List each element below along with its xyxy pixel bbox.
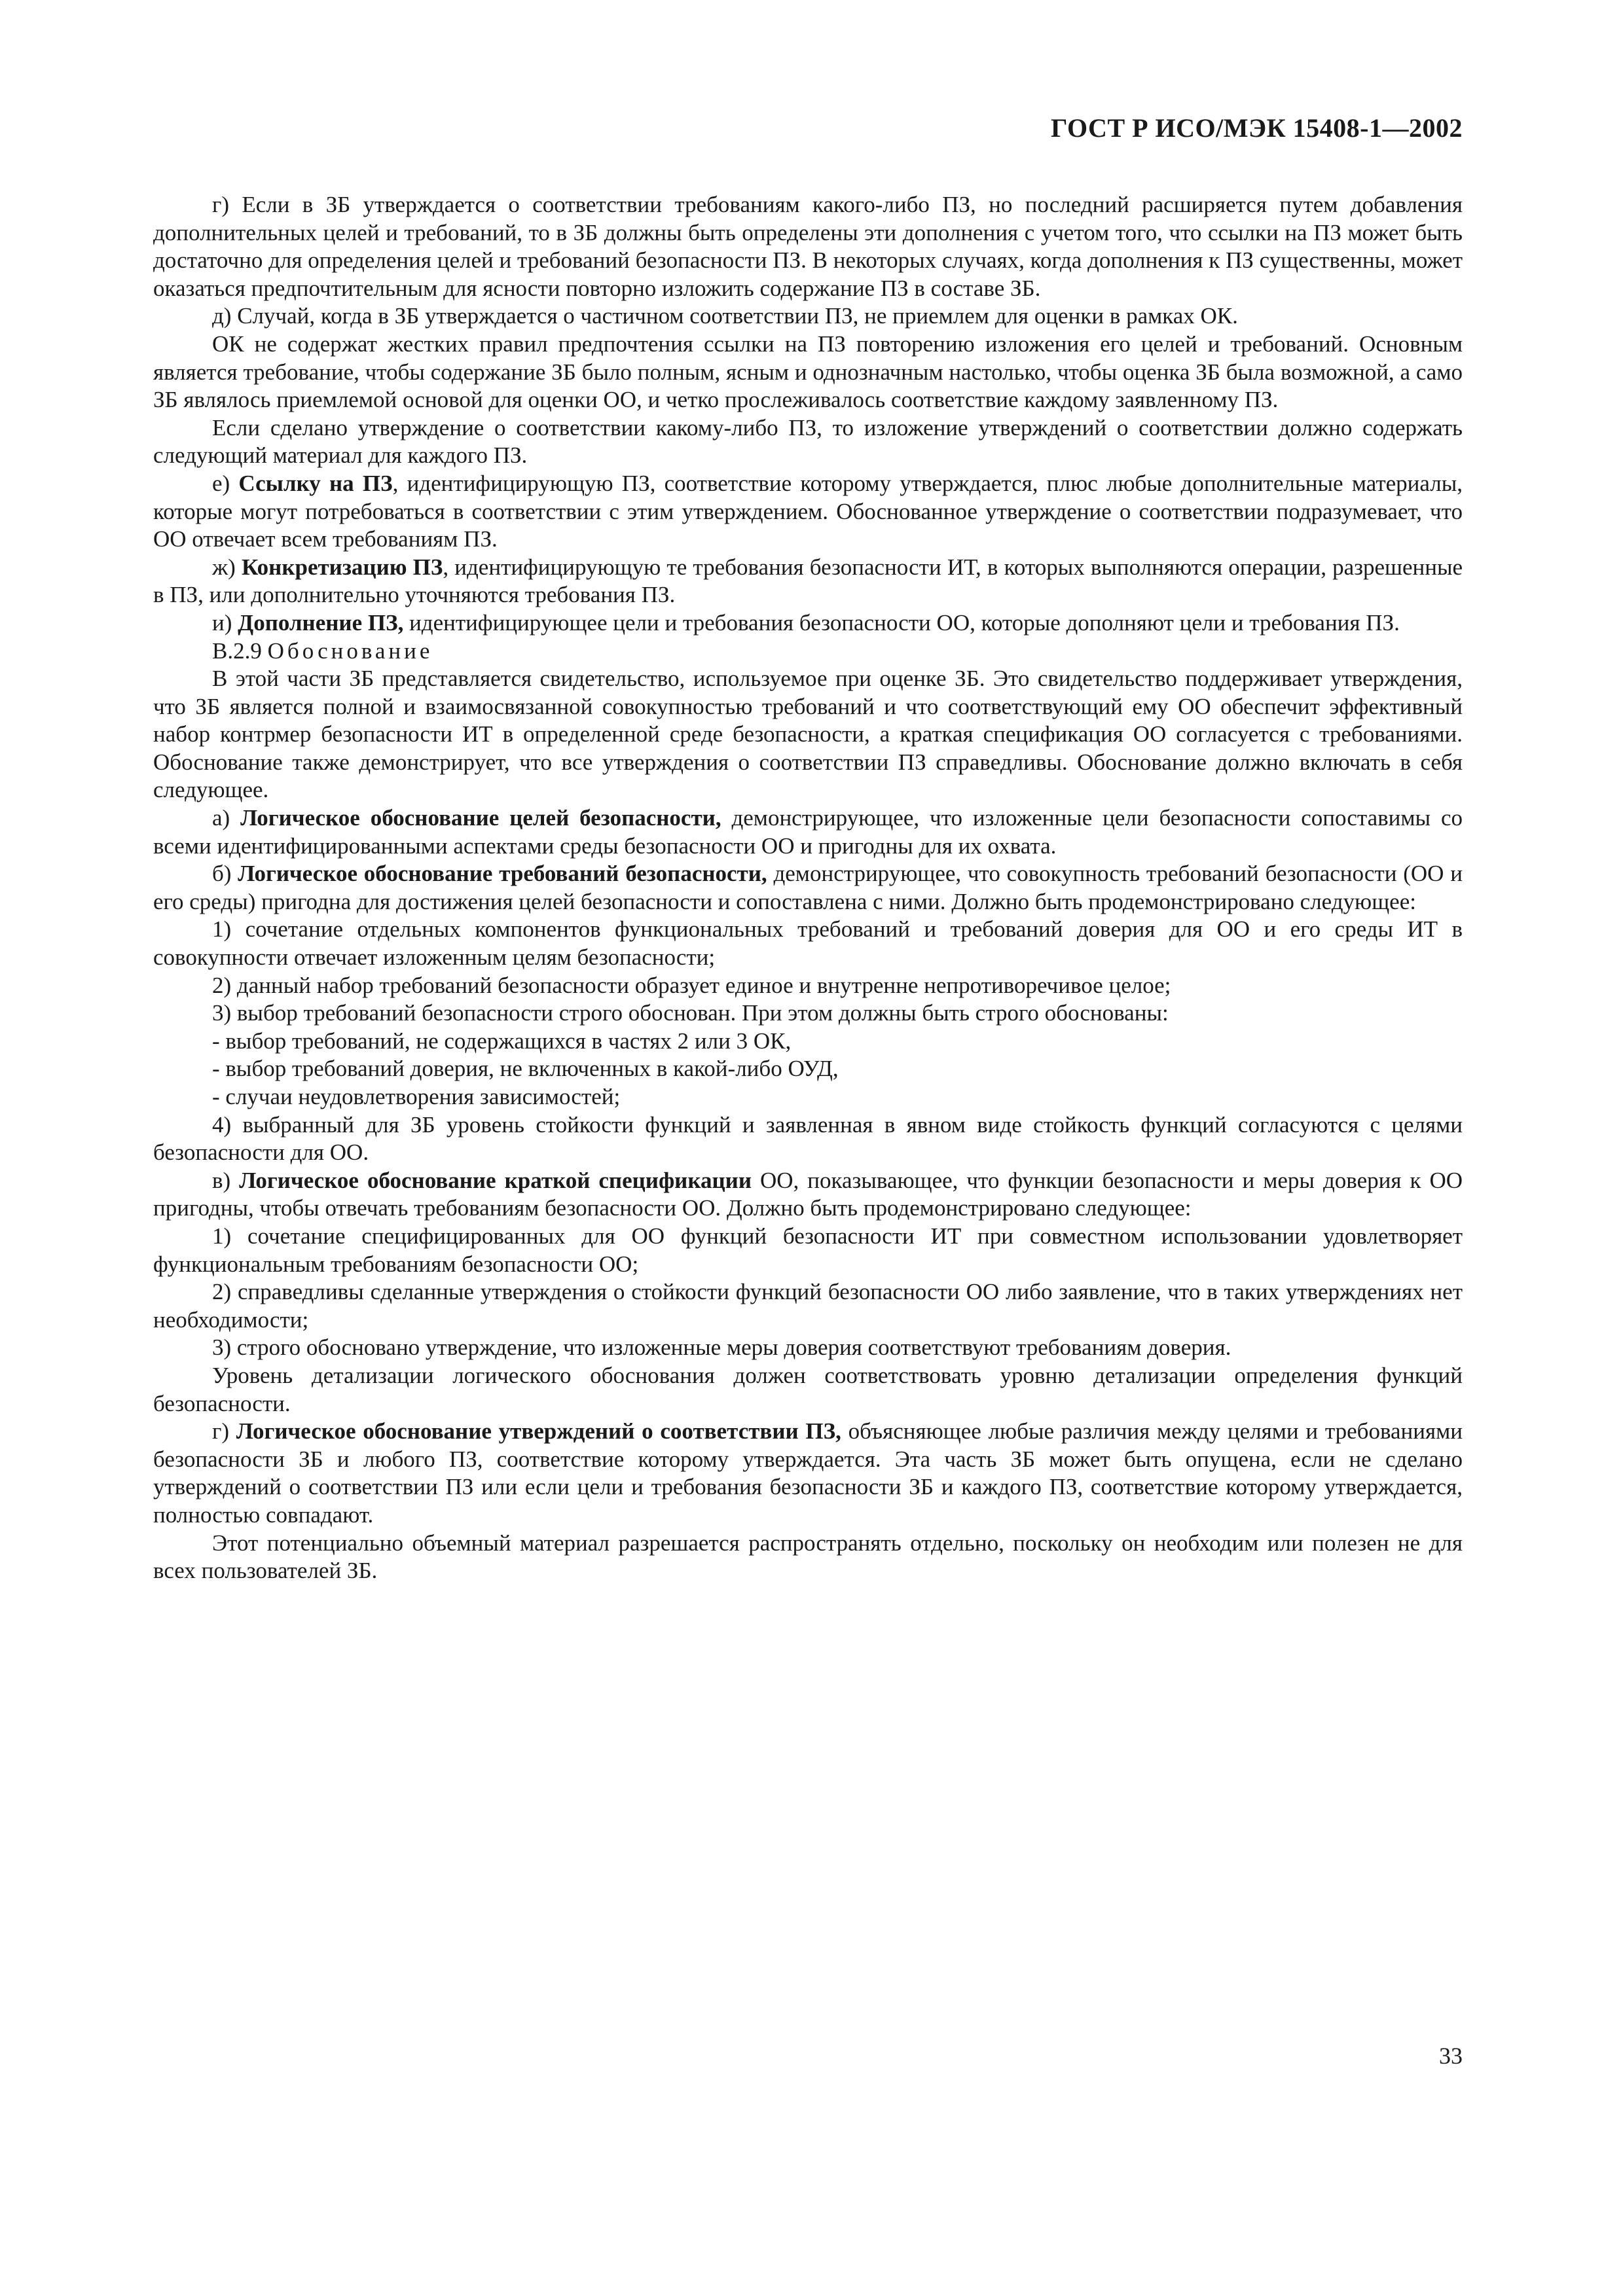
list-item: - случаи неудовлетворения зависимостей; [212, 1084, 621, 1109]
list-marker: ж) [212, 554, 242, 580]
bold-term: Логическое обоснование целей безопасности, [240, 805, 721, 831]
list-item: 3) строго обосновано утверждение, что изложенные меры доверия соответствуют требованиям доверия. [212, 1335, 1231, 1361]
list-marker: в) [212, 1167, 240, 1193]
list-marker: г) [212, 1418, 236, 1444]
list-item: 3) выбор требований безопасности строго обоснован. При этом должны быть строго обоснованы: [212, 1000, 1169, 1026]
paragraph: г) Если в ЗБ утверждается о соответствии требованиям какого-либо ПЗ, но последний расширяется путем добавления дополнительных целей и требований, то в ЗБ должны быть определены эти дополнения с учетом того, что ссылки на ПЗ может быть достаточно для определения целей и требований безопасности ПЗ. В некоторых случаях, когда дополнения к ПЗ существенны, может оказаться предпочтительным для ясности повторно изложить содержание ПЗ в составе ЗБ. [153, 192, 1463, 301]
section-title: Обоснование [267, 637, 433, 664]
list-marker: е) [212, 470, 239, 496]
paragraph-text: объясняющее любые различия между целями и требованиями безопасности ЗБ и любого ПЗ, соответствие которому утверждается. Эта часть ЗБ может быть опущена, если не сделано утверждений о соответствии ПЗ или если цели и требования безопасности ЗБ и каждого ПЗ, соответствие которому утверждается, полностью совпадают. [153, 1418, 1463, 1528]
paragraph: Если сделано утверждение о соответствии какому-либо ПЗ, то изложение утверждений о соответствии должно содержать следующий материал для каждого ПЗ. [153, 414, 1463, 469]
paragraph: ОК не содержат жестких правил предпочтения ссылки на ПЗ повторению изложения его целей и требований. Основным является требование, чтобы содержание ЗБ было полным, ясным и однозначным настолько, чтобы оценка ЗБ была возможной, а само ЗБ являлось приемлемой основой для оценки ОО, и четко прослеживалось соответствие каждому заявленному ПЗ. [153, 331, 1463, 413]
paragraph [153, 470, 1463, 554]
paragraph-text: , идентифицирующую те требования безопасности ИТ, в которых выполняются операции, разрешенные в ПЗ, или дополнительно уточняются требования ПЗ. [153, 554, 1463, 608]
document-header: ГОСТ Р ИСО/МЭК 15408-1—2002 [1051, 113, 1463, 143]
bold-term: Дополнение ПЗ, [238, 609, 404, 636]
paragraph: д) Случай, когда в ЗБ утверждается о частичном соответствии ПЗ, не приемлем для оценки в рамках ОК. [212, 303, 1238, 329]
list-item: 1) сочетание отдельных компонентов функциональных требований и требований доверия для ОО и его среды ИТ в совокупности отвечает изложенным целям безопасности; [153, 916, 1463, 971]
paragraph-text: демонстрирующее, что совокупность требований безопасности (ОО и его среды) пригодна для достижения целей безопасности и сопоставлена с ними. Должно быть продемонстрировано следующее: [153, 861, 1463, 914]
paragraph [153, 1167, 1463, 1223]
paragraph [153, 554, 1463, 609]
bold-term: Логическое обоснование краткой спецификации [239, 1167, 752, 1193]
list-marker: и) [212, 609, 238, 636]
bold-term: Ссылку на ПЗ [238, 470, 393, 496]
paragraph: Этот потенциально объемный материал разрешается распространять отдельно, поскольку он необходим или полезен не для всех пользователей ЗБ. [153, 1530, 1463, 1584]
bold-term: Конкретизацию ПЗ [242, 554, 443, 580]
bold-term: Логическое обоснование требований безопасности, [238, 861, 767, 887]
paragraph [153, 609, 1463, 637]
page-number: 33 [1439, 2043, 1463, 2069]
list-item: 4) выбранный для ЗБ уровень стойкости функций и заявленная в явном виде стойкость функций согласуются с целями безопасности для ОО. [153, 1111, 1463, 1166]
paragraph-text: демонстрирующее, что изложенные цели безопасности сопоставимы со всеми идентифицированными аспектами среды безопасности ОО и пригодны для их охвата. [153, 805, 1463, 859]
paragraph [153, 1418, 1463, 1529]
list-item: 2) справедливы сделанные утверждения о стойкости функций безопасности ОО либо заявление, что в таких утверждениях нет необходимости; [153, 1279, 1463, 1333]
paragraph-text: ОО, показывающее, что функции безопасности и меры доверия к ОО пригодны, чтобы отвечать требованиям безопасности ОО. Должно быть продемонстрировано следующее: [153, 1167, 1463, 1221]
paragraph [153, 804, 1463, 860]
list-item: 1) сочетание специфицированных для ОО функций безопасности ИТ при совместном использовании удовлетворяет функциональным требованиям безопасности ОО; [153, 1223, 1463, 1277]
paragraph: Уровень детализации логического обоснования должен соответствовать уровню детализации определения функций безопасности. [153, 1362, 1463, 1416]
paragraph-text: , идентифицирующую ПЗ, соответствие которому утверждается, плюс любые дополнительные материалы, которые могут потребоваться в соответствии с этим утверждением. Обоснованное утверждение о соответствии подразумевает, что ОО отвечает всем требованиям ПЗ. [153, 470, 1463, 552]
section-number: В.2.9 [212, 637, 268, 664]
paragraph [153, 860, 1463, 916]
section-heading [153, 637, 1463, 666]
paragraph: В этой части ЗБ представляется свидетельство, используемое при оценке ЗБ. Это свидетельство поддерживает утверждения, что ЗБ является полной и взаимосвязанной совокупностью требований и что соответствующий ему ОО обеспечит эффективный набор контрмер безопасности ИТ в определенной среде безопасности, а краткая спецификация ОО согласуется с требованиями. Обоснование также демонстрирует, что все утверждения о соответствии ПЗ справедливы. Обоснование должно включать в себя следующее. [153, 666, 1463, 803]
list-item: - выбор требований доверия, не включенных в какой-либо ОУД, [212, 1056, 839, 1082]
list-marker: а) [212, 805, 241, 831]
paragraph-text: идентифицирующее цели и требования безопасности ОО, которые дополняют цели и требования ПЗ. [403, 609, 1400, 636]
list-item: - выбор требований, не содержащихся в частях 2 или 3 ОК, [212, 1028, 792, 1054]
document-body [153, 191, 1463, 1585]
list-item: 2) данный набор требований безопасности образует единое и внутренне непротиворечивое целое; [212, 972, 1171, 998]
bold-term: Логическое обоснование утверждений о соответствии ПЗ, [236, 1418, 841, 1444]
list-marker: б) [212, 861, 238, 887]
